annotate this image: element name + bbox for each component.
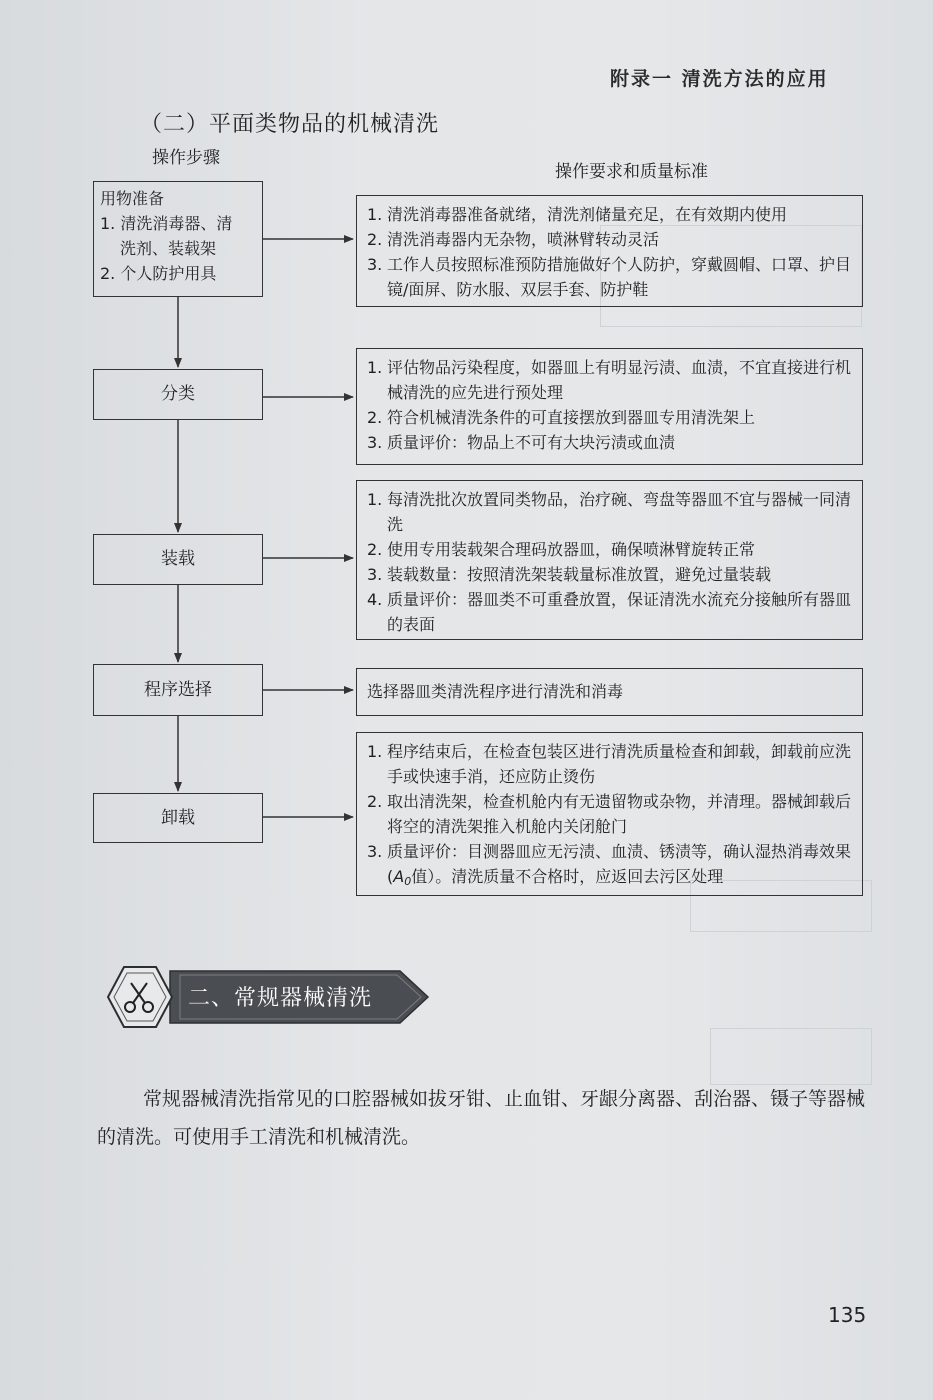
requirement-box-load [356, 480, 863, 640]
requirement-item: 1. 程序结束后，在检查包装区进行清洗质量检查和卸载，卸载前应洗手或快速手消，还应防止烫伤 [367, 742, 852, 786]
column-header-steps: 操作步骤 [152, 148, 220, 168]
step-box-load [93, 534, 263, 585]
step-label-classify: 分类 [161, 384, 195, 404]
a0-symbol: A [393, 867, 405, 886]
requirement-item: 2. 符合机械清洗条件的可直接摆放到器皿专用清洗架上 [367, 408, 756, 427]
requirement-item: 3. 质量评价：物品上不可有大块污渍或血渍 [367, 433, 676, 452]
requirement-item: 3. 装载数量：按照清洗架装载量标准放置，避免过量装载 [367, 565, 772, 584]
step-box-classify [93, 369, 263, 420]
requirement-box-program [356, 668, 863, 716]
running-head: 附录一 清洗方法的应用 [610, 68, 829, 90]
requirement-item: 1. 评估物品污染程度，如器皿上有明显污渍、血渍，不宜直接进行机械清洗的应先进行预处理 [367, 358, 852, 402]
requirement-box-classify [356, 348, 863, 465]
column-header-requirements: 操作要求和质量标准 [555, 162, 708, 182]
requirement-item: 4. 质量评价：器皿类不可重叠放置，保证清洗水流充分接触所有器皿的表面 [367, 590, 852, 634]
requirement-item: 1. 清洗消毒器准备就绪，清洗剂储量充足，在有效期内使用 [367, 205, 788, 224]
section-title: （二）平面类物品的机械清洗 [140, 112, 440, 137]
step-label-load: 装载 [161, 549, 195, 569]
section-banner-label: 二、常规器械清洗 [188, 986, 373, 1011]
step-box-program [93, 664, 263, 716]
requirement-box-materials [356, 195, 863, 307]
requirement-item: 3. 质量评价：目测器皿应无污渍、血渍、锈渍等，确认湿热消毒效果($A_0$值）。清洗质量不合格时，应返回去污区处理 [367, 842, 852, 888]
requirement-item: 2. 取出清洗架，检查机舱内有无遗留物或杂物，并清理。器械卸载后将空的清洗架推入机舱内关闭舱门 [367, 792, 852, 836]
body-paragraph: 常规器械清洗指常见的口腔器械如拔牙钳、止血钳、牙龈分离器、刮治器、镊子等器械的清洗。可使用手工清洗和机械清洗。 [97, 1088, 866, 1148]
requirement-item: 1. 每清洗批次放置同类物品，治疗碗、弯盘等器皿不宜与器械一同清洗 [367, 490, 852, 534]
prep-item: 2. 个人防护用具 [100, 264, 217, 283]
requirement-item: 3. 工作人员按照标准预防措施做好个人防护，穿戴圆帽、口罩、护目镜/面屏、防水服、双层手套、防护鞋 [367, 255, 852, 299]
prep-item: 1. 清洗消毒器、清 [100, 214, 233, 233]
step-box-materials [93, 181, 263, 297]
requirement-box-unload [356, 732, 863, 896]
prep-item: 洗剂、装载架 [120, 239, 217, 258]
requirement-item: 2. 清洗消毒器内无杂物，喷淋臂转动灵活 [367, 230, 660, 249]
step-label-unload: 卸载 [161, 807, 195, 828]
a0-subscript: 0 [404, 875, 412, 888]
page-number: 135 [828, 1303, 867, 1327]
bleed-through-box [710, 1028, 872, 1085]
requirement-item: 2. 使用专用装载架合理码放器皿，确保喷淋臂旋转正常 [367, 540, 756, 559]
requirement-item: 选择器皿类清洗程序进行清洗和消毒 [367, 682, 624, 701]
step-label-materials: 用物准备 [100, 189, 165, 208]
step-box-unload [93, 793, 263, 843]
step-label-program: 程序选择 [144, 679, 212, 700]
